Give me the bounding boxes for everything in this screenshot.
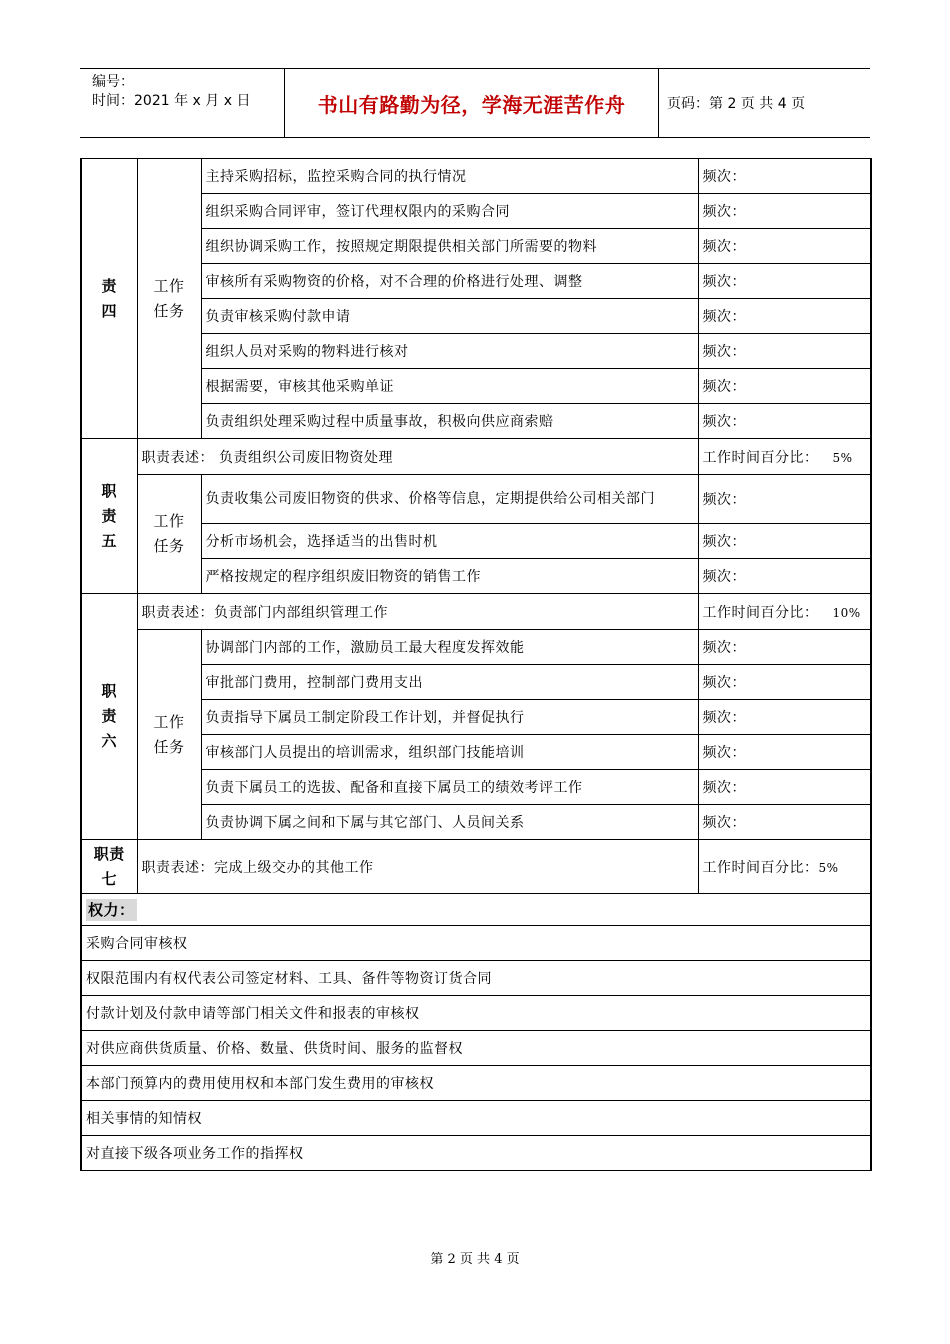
- task-text: 分析市场机会，选择适当的出售时机: [201, 524, 698, 559]
- task-text: 协调部门内部的工作，激励员工最大程度发挥效能: [201, 630, 698, 665]
- duty-table-body: [81, 159, 871, 1171]
- duty-6-label: 职 责 六: [81, 594, 137, 840]
- time-percentage: [698, 594, 871, 630]
- task-text: 负责收集公司废旧物资的供求、价格等信息，定期提供给公司相关部门: [201, 475, 698, 524]
- task-row: [81, 630, 871, 665]
- power-item: 对直接下级各项业务工作的指挥权: [81, 1136, 871, 1171]
- motto-text: 书山有路勤为径，学海无涯苦作舟: [317, 92, 626, 117]
- statement-row: [81, 439, 871, 475]
- percentage-value: 5%: [818, 860, 839, 875]
- work-task-label: 工作 任务: [137, 159, 201, 439]
- duty-statement: 职责表述：完成上级交办的其他工作: [137, 840, 698, 894]
- frequency-label: 频次：: [698, 194, 871, 229]
- number-label: 编号：: [92, 74, 134, 90]
- frequency-label: 频次：: [698, 264, 871, 299]
- page-footer: 第 2 页 共 4 页: [430, 1252, 520, 1267]
- percentage-label: 工作时间百分比：: [702, 449, 819, 466]
- frequency-label: 频次：: [698, 369, 871, 404]
- power-item: 相关事情的知情权: [81, 1101, 871, 1136]
- duty-5-label: 职 责 五: [81, 439, 137, 594]
- frequency-label: 频次：: [698, 700, 871, 735]
- page-header: [80, 68, 870, 138]
- frequency-label: 频次：: [698, 770, 871, 805]
- power-item: 采购合同审核权: [81, 926, 871, 961]
- percentage-value: 5%: [832, 450, 853, 465]
- task-text: 组织采购合同评审，签订代理权限内的采购合同: [201, 194, 698, 229]
- frequency-label: 频次：: [698, 299, 871, 334]
- task-text: 负责下属员工的选拔、配备和直接下属员工的绩效考评工作: [201, 770, 698, 805]
- task-text: 组织人员对采购的物料进行核对: [201, 334, 698, 369]
- power-row: [81, 1031, 871, 1066]
- duty-statement: 职责表述： 负责组织公司废旧物资处理: [137, 439, 698, 475]
- frequency-label: 频次：: [698, 334, 871, 369]
- task-row: [81, 475, 871, 524]
- task-text: 审核所有采购物资的价格，对不合理的价格进行处理、调整: [201, 264, 698, 299]
- header-meta: [80, 69, 285, 137]
- power-row: [81, 961, 871, 996]
- power-row: [81, 1101, 871, 1136]
- power-row: [81, 1066, 871, 1101]
- work-task-label: 工作 任务: [137, 475, 201, 594]
- date-label: 时间：2021 年 x 月 x 日: [92, 93, 251, 109]
- task-text: 负责组织处理采购过程中质量事故，积极向供应商索赔: [201, 404, 698, 439]
- task-text: 根据需要，审核其他采购单证: [201, 369, 698, 404]
- power-row: [81, 926, 871, 961]
- power-item: 付款计划及付款申请等部门相关文件和报表的审核权: [81, 996, 871, 1031]
- power-row: [81, 1136, 871, 1171]
- percentage-label: 工作时间百分比：: [702, 604, 819, 621]
- percentage-value: 10%: [832, 605, 861, 620]
- frequency-label: 频次：: [698, 229, 871, 264]
- power-row: [81, 996, 871, 1031]
- frequency-label: 频次：: [698, 735, 871, 770]
- duty-statement: 职责表述：负责部门内部组织管理工作: [137, 594, 698, 630]
- frequency-label: 频次：: [698, 475, 871, 524]
- frequency-label: 频次：: [698, 404, 871, 439]
- power-item: 对供应商供货质量、价格、数量、供货时间、服务的监督权: [81, 1031, 871, 1066]
- frequency-label: 频次：: [698, 665, 871, 700]
- work-task-label: 工作 任务: [137, 630, 201, 840]
- page-number-info: 页码：第 2 页 共 4 页: [667, 96, 806, 112]
- power-section-title: [81, 894, 871, 926]
- frequency-label: 频次：: [698, 805, 871, 840]
- statement-row: [81, 594, 871, 630]
- statement-row: [81, 840, 871, 894]
- frequency-label: 频次：: [698, 159, 871, 194]
- time-percentage: [698, 439, 871, 475]
- task-text: 组织协调采购工作，按照规定期限提供相关部门所需要的物料: [201, 229, 698, 264]
- power-item: 权限范围内有权代表公司签定材料、工具、备件等物资订货合同: [81, 961, 871, 996]
- power-title: 权力：: [88, 901, 135, 919]
- task-text: 审核部门人员提出的培训需求，组织部门技能培训: [201, 735, 698, 770]
- task-text: 负责协调下属之间和下属与其它部门、人员间关系: [201, 805, 698, 840]
- power-item: 本部门预算内的费用使用权和本部门发生费用的审核权: [81, 1066, 871, 1101]
- frequency-label: 频次：: [698, 630, 871, 665]
- task-text: 负责审核采购付款申请: [201, 299, 698, 334]
- task-text: 负责指导下属员工制定阶段工作计划，并督促执行: [201, 700, 698, 735]
- duty-7-label: 职责 七: [81, 840, 137, 894]
- time-percentage: [698, 840, 871, 894]
- task-text: 审批部门费用，控制部门费用支出: [201, 665, 698, 700]
- frequency-label: 频次：: [698, 559, 871, 594]
- power-header-row: [81, 894, 871, 926]
- header-motto-cell: [285, 69, 659, 137]
- task-text: 主持采购招标，监控采购合同的执行情况: [201, 159, 698, 194]
- task-row: [81, 159, 871, 194]
- duty-4-label: 责 四: [81, 159, 137, 439]
- frequency-label: 频次：: [698, 524, 871, 559]
- task-text: 严格按规定的程序组织废旧物资的销售工作: [201, 559, 698, 594]
- duty-table: [80, 158, 872, 1171]
- percentage-label: 工作时间百分比：: [702, 859, 819, 876]
